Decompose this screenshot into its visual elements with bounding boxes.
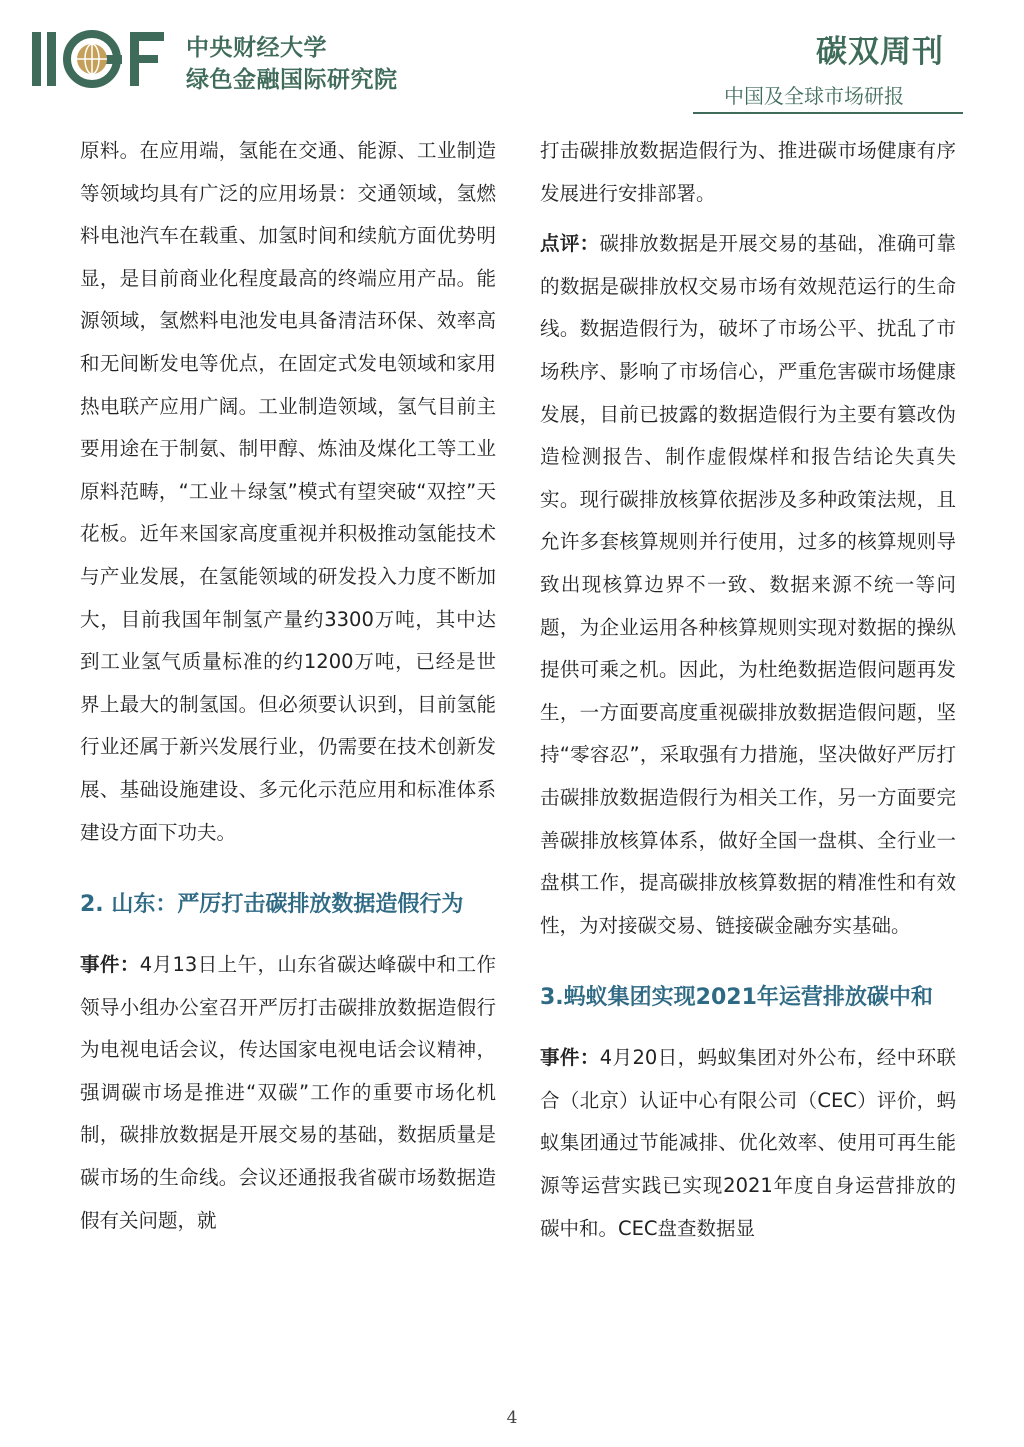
- institute-name: [186, 32, 398, 96]
- section-3-heading: 3.蚂蚁集团实现2021年运营排放碳中和: [540, 985, 933, 1011]
- event-label: 事件：: [80, 953, 140, 977]
- comment-label: 点评：: [540, 232, 600, 256]
- iigf-logo: [30, 28, 170, 90]
- institute-line-2: 绿色金融国际研究院: [186, 67, 398, 93]
- section-3-event: [540, 1037, 956, 1250]
- event-text: 4月20日，蚂蚁集团对外公布，经中环联合（北京）认证中心有限公司（CEC）评价，蚂蚁集团通过节能减排、优化效率、使用可再生能源等运营实践已实现2021年度自身运营排放的碳中和。CEC盘查数据显: [540, 1046, 956, 1240]
- comment-text: 碳排放数据是开展交易的基础，准确可靠的数据是碳排放权交易市场有效规范运行的生命线。数据造假行为，破坏了市场公平、扰乱了市场秩序、影响了市场信心，严重危害碳市场健康发展，目前已披露的数据造假行为主要有篡改伪造检测报告、制作虚假煤样和报告结论失真失实。现行碳排放核算依据涉及多种政策法规，且允许多套核算规则并行使用，过多的核算规则导致出现核算边界不一致、数据来源不统一等问题，为企业运用各种核算规则实现对数据的操纵提供可乘之机。因此，为杜绝数据造假问题再发生，一方面要高度重视碳排放数据造假问题，坚持“零容忍”，采取强有力措施，坚决做好严厉打击碳排放数据造假行为相关工作，另一方面要完善碳排放核算体系，做好全国一盘棋、全行业一盘棋工作，提高碳排放核算数据的精准性和有效性，为对接碳交易、链接碳金融夯实基础。: [540, 232, 956, 937]
- page-number: 4: [506, 1408, 518, 1428]
- header-divider: [693, 112, 963, 114]
- event-label: 事件：: [540, 1046, 600, 1070]
- event-text: 4月13日上午，山东省碳达峰碳中和工作领导小组办公室召开严厉打击碳排放数据造假行为电视电话会议，传达国家电视电话会议精神，强调碳市场是推进“双碳”工作的重要市场化机制，碳排放数据是开展交易的基础，数据质量是碳市场的生命线。会议还通报我省碳市场数据造假有关问题，就: [80, 953, 496, 1232]
- hydrogen-paragraph: 原料。在应用端，氢能在交通、能源、工业制造等领域均具有广泛的应用场景：交通领域，氢燃料电池汽车在载重、加氢时间和续航方面优势明显，是目前商业化程度最高的终端应用产品。能源领域，氢燃料电池发电具备清洁环保、效率高和无间断发电等优点，在固定式发电领域和家用热电联产应用广阔。工业制造领域，氢气目前主要用途在于制氨、制甲醇、炼油及煤化工等工业原料范畴，“工业＋绿氢”模式有望突破“双控”天花板。近年来国家高度重视并积极推动氢能技术与产业发展，在氢能领域的研发投入力度不断加大，目前我国年制氢产量约3300万吨，其中达到工业氢气质量标准的约1200万吨，已经是世界上最大的制氢国。但必须要认识到，目前氢能行业还属于新兴发展行业，仍需要在技术创新发展、基础设施建设、多元化示范应用和标准体系建设方面下功夫。: [80, 139, 496, 844]
- page-header: [0, 0, 1024, 115]
- publication-subtitle: 中国及全球市场研报: [724, 84, 904, 108]
- institute-line-1: 中央财经大学: [186, 35, 327, 61]
- publication-title: 碳双周刊: [816, 34, 944, 70]
- section-2-comment: [540, 223, 956, 947]
- continued-paragraph: 打击碳排放数据造假行为、推进碳市场健康有序发展进行安排部署。: [540, 139, 956, 205]
- section-2-heading: 2. 山东：严厉打击碳排放数据造假行为: [80, 892, 464, 918]
- right-column: [540, 130, 956, 1250]
- left-column: [80, 130, 496, 1242]
- section-2-event: [80, 944, 496, 1242]
